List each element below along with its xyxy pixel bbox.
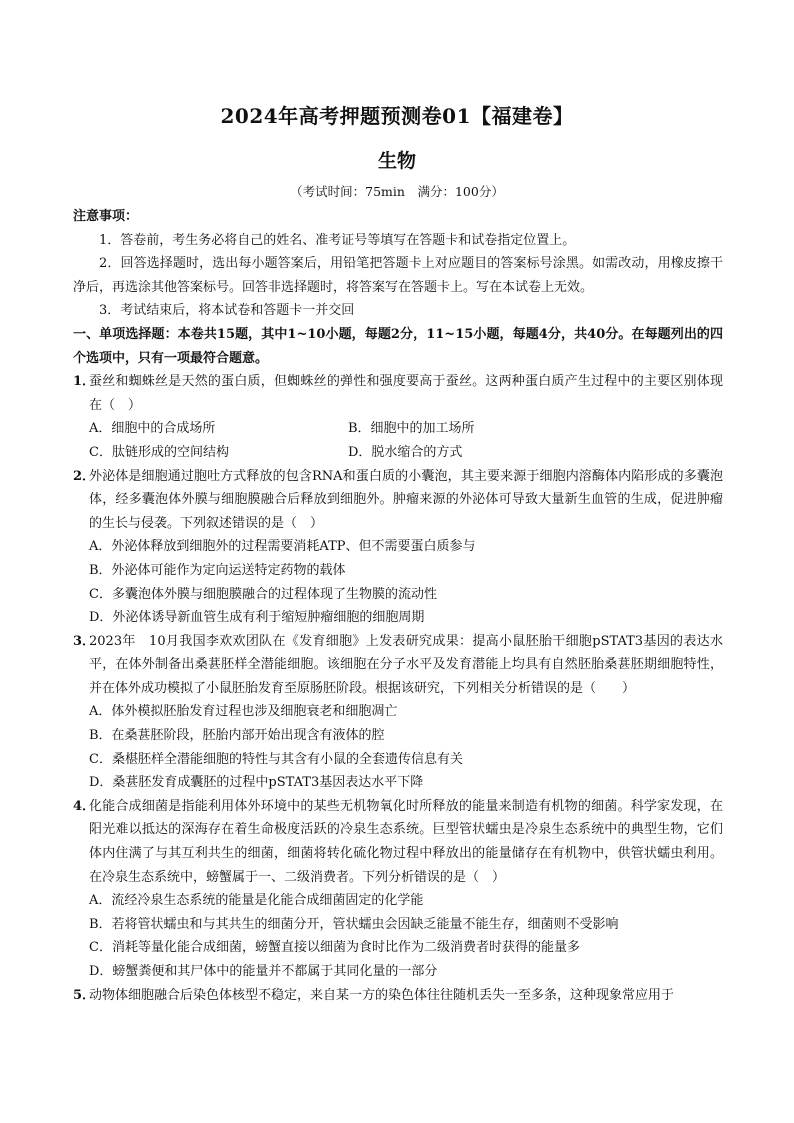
option-d: D．脱水缩合的方式 bbox=[348, 444, 463, 460]
option-a: A．外泌体释放到细胞外的过程需要消耗ATP、但不需要蛋白质参与 bbox=[89, 539, 476, 555]
section-heading: 一、单项选择题：本卷共15题，其中1~10小题，每题2分，11~15小题，每题4分，共40分。在每题列出的四个选项中，只有一项最符合题意。 bbox=[73, 326, 723, 366]
question-number: 5． bbox=[73, 987, 96, 1003]
question-5 bbox=[73, 984, 723, 1008]
option-c: C．桑椹胚样全潜能细胞的特性与其含有小鼠的全套遗传信息有关 bbox=[89, 751, 463, 767]
option-a: A．细胞中的合成场所 bbox=[89, 421, 216, 437]
exam-info: （考试时间：75min 满分：100分） bbox=[290, 184, 504, 199]
options-row bbox=[73, 417, 723, 441]
question-2 bbox=[73, 465, 723, 536]
question-stem: 2023年 10月我国李欢欢团队在《发育细胞》上发表研究成果：提高小鼠胚胎干细胞pSTAT3基因的表达水平，在体外制备出桑葚胚样全潜能细胞。该细胞在分子水平及发育潜能上均具有自然胚胎桑葚胚期细胞特性，并在体外成功模拟了小鼠胚胎发育至原肠胚阶段。根据该研究，下列相关分析错误的是（ ） bbox=[89, 633, 723, 696]
option-a: A．流经冷泉生态系统的能量是化能合成细菌固定的化学能 bbox=[89, 893, 424, 909]
question-number: 4． bbox=[73, 798, 96, 814]
option-a: A．体外模拟胚胎发育过程也涉及细胞衰老和细胞凋亡 bbox=[89, 704, 398, 720]
notice-item-1: 1．答卷前，考生务必将自己的姓名、准考证号等填写在答题卡和试卷指定位置上。 bbox=[99, 232, 576, 248]
notice-item-2: 2．回答选择题时，选出每小题答案后，用铅笔把答题卡上对应题目的答案标号涂黑。如需改动，用橡皮擦干净后，再选涂其他答案标号。回答非选择题时，将答案写在答题卡上。写在本试卷上无效。 bbox=[73, 256, 723, 295]
question-stem: 蚕丝和蜘蛛丝是天然的蛋白质，但蜘蛛丝的弹性和强度要高于蚕丝。这两种蛋白质产生过程中的主要区别体现在（ ） bbox=[89, 374, 723, 413]
option-c: C．消耗等量化能合成细菌，螃蟹直接以细菌为食时比作为二级消费者时获得的能量多 bbox=[89, 940, 580, 956]
question-stem: 动物体细胞融合后染色体核型不稳定，来自某一方的染色体往往随机丢失一至多条，这种现象常应用于 bbox=[89, 987, 675, 1003]
option-d: D．桑葚胚发育成囊胚的过程中pSTAT3基因表达水平下降 bbox=[89, 775, 424, 791]
option-c: C．多囊泡体外膜与细胞膜融合的过程体现了生物膜的流动性 bbox=[89, 586, 437, 602]
question-stem: 化能合成细菌是指能利用体外环境中的某些无机物氧化时所释放的能量来制造有机物的细菌。科学家发现，在阳光难以抵达的深海存在着生命极度活跃的冷泉生态系统。巨型管状蠕虫是冷泉生态系统中的典型生物，它们体内住满了与其互利共生的细菌，细菌将转化硫化物过程中释放出的能量储存在有机物中，供管状蠕虫利用。在冷泉生态系统中，螃蟹属于一、二级消费者。下列分析错误的是（ ） bbox=[89, 798, 723, 885]
question-number: 1． bbox=[73, 374, 96, 390]
question-number: 2． bbox=[73, 468, 96, 484]
option-c: C．肽链形成的空间结构 bbox=[89, 444, 229, 460]
option-b: B．若将管状蠕虫和与其共生的细菌分开，管状蠕虫会因缺乏能量不能生存，细菌则不受影响 bbox=[89, 916, 619, 932]
question-3 bbox=[73, 630, 723, 701]
notice-heading: 注意事项： bbox=[73, 209, 139, 224]
option-b: B．在桑葚胚阶段，胚胎内部开始出现含有液体的腔 bbox=[89, 728, 385, 744]
exam-title: 2024年高考押题预测卷01【福建卷】 bbox=[220, 104, 574, 128]
option-d: D．外泌体诱导新血管生成有利于缩短肿瘤细胞的细胞周期 bbox=[89, 610, 425, 626]
question-1 bbox=[73, 370, 723, 417]
option-b: B．外泌体可能作为定向运送特定药物的载体 bbox=[89, 562, 346, 578]
question-number: 3． bbox=[73, 633, 96, 649]
question-4 bbox=[73, 795, 723, 889]
option-d: D．螃蟹粪便和其尸体中的能量并不都属于其同化量的一部分 bbox=[89, 964, 438, 979]
option-b: B．细胞中的加工场所 bbox=[348, 421, 475, 437]
subject-title: 生物 bbox=[377, 150, 416, 172]
question-stem: 外泌体是细胞通过胞吐方式释放的包含RNA和蛋白质的小囊泡，其主要来源于细胞内溶酶体内陷形成的多囊泡体，经多囊泡体外膜与细胞膜融合后释放到细胞外。肿瘤来源的外泌体可导致大量新生血管的生成，促进肿瘤的生长与侵袭。下列叙述错误的是（ ） bbox=[89, 468, 723, 531]
options-row bbox=[73, 441, 723, 465]
notice-item-3: 3．考试结束后，将本试卷和答题卡一并交回 bbox=[99, 303, 355, 319]
exam-content bbox=[73, 205, 723, 1007]
